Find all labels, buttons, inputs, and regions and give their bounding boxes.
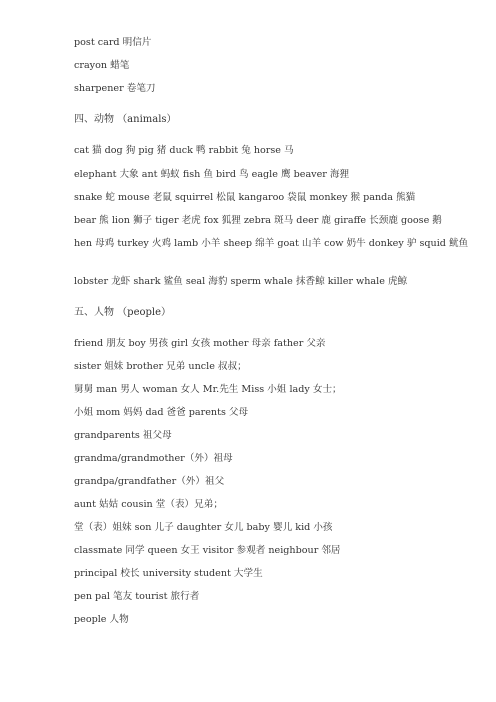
vocab-line: sister 姐妹 brother 兄弟 uncle 叔叔； xyxy=(74,361,247,372)
vocab-line-crayon: crayon 蜡笔 xyxy=(74,60,130,71)
vocab-line: snake 蛇 mouse 老鼠 squirrel 松鼠 kangaroo 袋鼠 monkey 猴 panda 熊猫 xyxy=(74,192,416,203)
vocab-line: friend 朋友 boy 男孩 girl 女孩 mother 母亲 father 父亲 xyxy=(74,338,326,349)
vocab-line: 小姐 mom 妈妈 dad 爸爸 parents 父母 xyxy=(74,407,249,418)
vocab-line: lobster 龙虾 shark 鲨鱼 seal 海豹 sperm whale 抹香鲸 killer whale 虎鲸 xyxy=(74,276,408,287)
vocab-line: pen pal 笔友 tourist 旅行者 xyxy=(74,591,200,602)
vocab-line: 舅舅 man 男人 woman 女人 Mr.先生 Miss 小姐 lady 女士； xyxy=(74,384,342,395)
vocab-line: bear 熊 lion 狮子 tiger 老虎 fox 狐狸 zebra 斑马 deer 鹿 giraffe 长颈鹿 goose 鹅 xyxy=(74,215,442,226)
vocab-line: elephant 大象 ant 蚂蚁 fish 鱼 bird 鸟 eagle 鹰 beaver 海狸 xyxy=(74,169,350,180)
vocab-line: grandma/grandmother（外）祖母 xyxy=(74,453,233,464)
vocab-line-wrapped: hen 母鸡 turkey 火鸡 lamb 小羊 sheep 绵羊 goat 山羊 cow 奶牛 donkey 驴 squid 鱿鱼 xyxy=(74,238,469,249)
vocab-line: people 人物 xyxy=(74,614,129,625)
vocab-line: 堂（表）姐妹 son 儿子 daughter 女儿 baby 婴儿 kid 小孩 xyxy=(74,522,333,533)
vocab-line: grandpa/grandfather（外）祖父 xyxy=(74,476,225,487)
vocab-line-sharpener: sharpener 卷笔刀 xyxy=(74,83,156,94)
vocab-line: cat 猫 dog 狗 pig 猪 duck 鸭 rabbit 兔 horse 马 xyxy=(74,145,294,156)
section-heading-animals: 四、动物 （animals） xyxy=(74,114,177,125)
vocab-line: grandparents 祖父母 xyxy=(74,430,172,441)
section-heading-people: 五、人物 （people） xyxy=(74,307,172,318)
vocab-line: aunt 姑姑 cousin 堂（表）兄弟； xyxy=(74,499,223,510)
vocab-line: principal 校长 university student 大学生 xyxy=(74,568,263,579)
vocab-line: classmate 同学 queen 女王 visitor 参观者 neighbour 邻居 xyxy=(74,545,341,556)
vocab-line-postcard: post card 明信片 xyxy=(74,37,152,48)
